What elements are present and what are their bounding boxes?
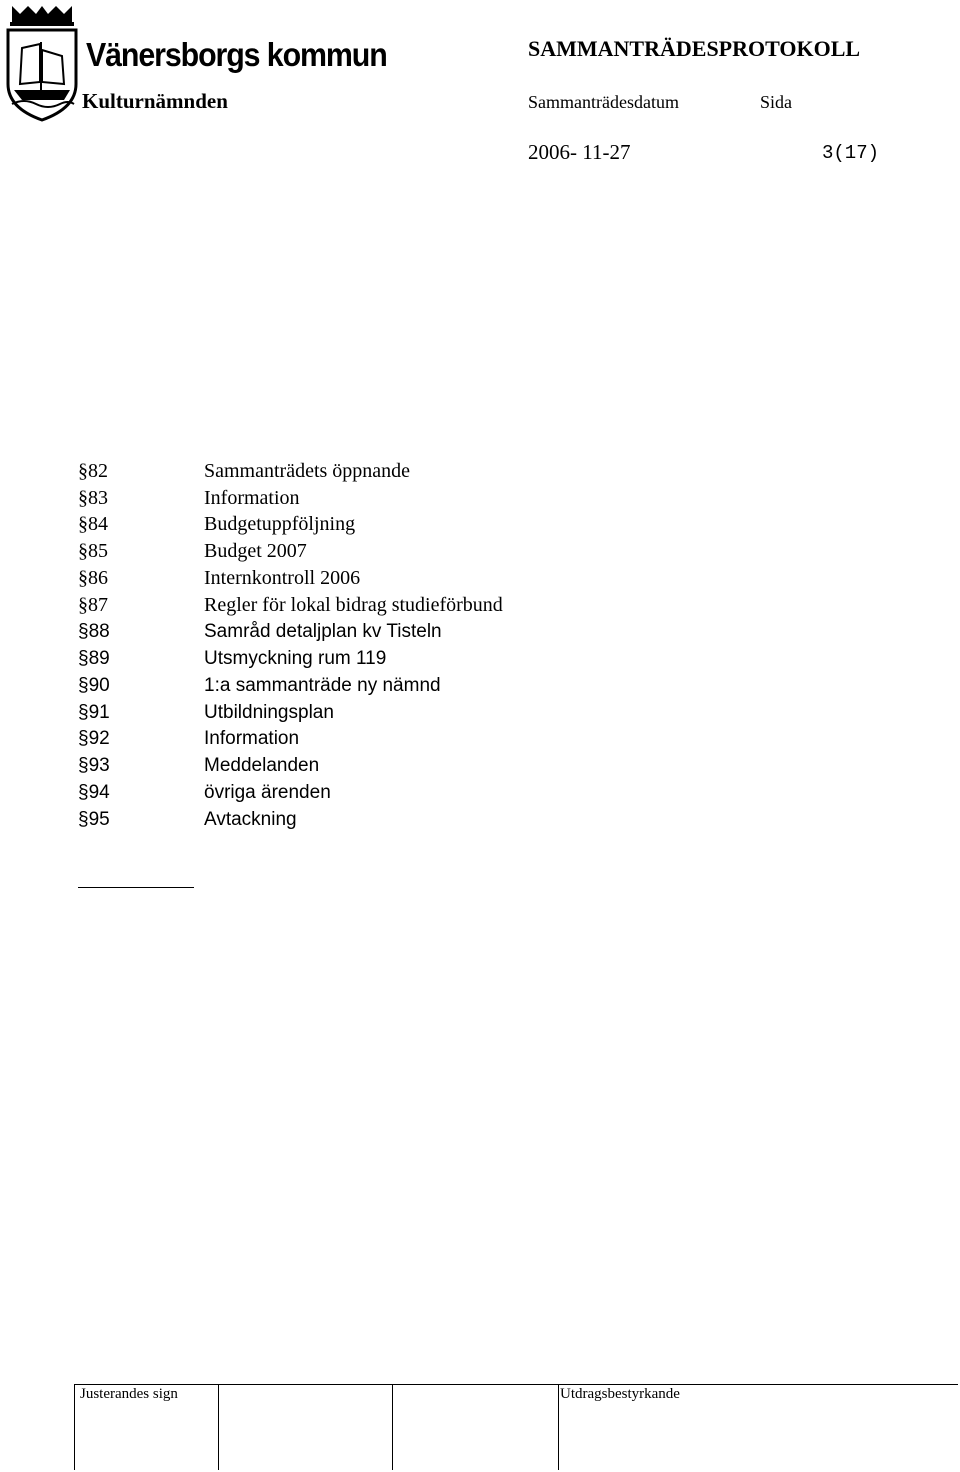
agenda-item [78, 619, 638, 646]
agenda-item-number: §83 [78, 486, 108, 509]
agenda-item-title: Samråd detaljplan kv Tisteln [204, 621, 442, 643]
agenda-item [78, 806, 638, 833]
agenda-item [78, 565, 638, 592]
agenda-list [78, 458, 638, 833]
separator-rule [78, 887, 194, 888]
agenda-item-title: Sammanträdets öppnande [204, 459, 411, 482]
agenda-item-number: §82 [78, 459, 108, 482]
agenda-item-title: Information [204, 486, 300, 509]
agenda-item-number: §89 [78, 647, 110, 669]
signature-table [74, 1384, 958, 1470]
agenda-item-number: §93 [78, 755, 110, 777]
justerandes-sign-label: Justerandes sign [80, 1386, 178, 1402]
meeting-date: 2006- 11-27 [528, 140, 631, 164]
agenda-item-number: §84 [78, 513, 108, 536]
agenda-item [78, 699, 638, 726]
agenda-item [78, 753, 638, 780]
agenda-item-number: §85 [78, 540, 108, 563]
committee-name: Kulturnämnden [82, 89, 228, 113]
agenda-item-number: §86 [78, 567, 108, 590]
agenda-item-number: §88 [78, 621, 110, 643]
agenda-item-title: Utsmyckning rum 119 [204, 647, 387, 669]
agenda-item-title: Budget 2007 [204, 540, 307, 563]
table-top-border [74, 1384, 958, 1385]
table-divider [218, 1384, 219, 1470]
agenda-item-number: §95 [78, 808, 110, 830]
agenda-item [78, 592, 638, 619]
agenda-item [78, 538, 638, 565]
agenda-item-title: övriga ärenden [204, 781, 331, 803]
document-type: SAMMANTRÄDESPROTOKOLL [528, 36, 861, 61]
page-label: Sida [760, 92, 793, 112]
utdragsbestyrkande-label: Utdragsbestyrkande [560, 1386, 680, 1402]
agenda-item-number: §90 [78, 674, 110, 696]
agenda-item-title: Utbildningsplan [204, 701, 334, 723]
date-label: Sammanträdesdatum [528, 92, 679, 112]
organization-name: Vänersborgs kommun [86, 36, 387, 73]
agenda-item-title: Meddelanden [204, 755, 320, 777]
agenda-item [78, 646, 638, 673]
agenda-item-title: Information [204, 728, 300, 750]
agenda-item-title: 1:a sammanträde ny nämnd [204, 674, 441, 696]
agenda-item-title: Regler för lokal bidrag studieförbund [204, 593, 503, 616]
agenda-item-title: Avtackning [204, 808, 297, 830]
agenda-item-number: §87 [78, 593, 108, 616]
agenda-item-number: §94 [78, 781, 110, 803]
page-number: 3(17) [822, 142, 880, 164]
agenda-item-number: §92 [78, 728, 110, 750]
coat-of-arms-logo-icon [4, 4, 80, 122]
agenda-item-title: Budgetuppföljning [204, 513, 356, 536]
table-divider [392, 1384, 393, 1470]
agenda-item [78, 780, 638, 807]
agenda-item-number: §91 [78, 701, 110, 723]
agenda-item [78, 485, 638, 512]
table-divider [74, 1384, 75, 1470]
agenda-item [78, 672, 638, 699]
table-divider [558, 1384, 559, 1470]
agenda-item [78, 726, 638, 753]
agenda-item [78, 512, 638, 539]
agenda-item [78, 458, 638, 485]
agenda-item-title: Internkontroll 2006 [204, 567, 361, 590]
